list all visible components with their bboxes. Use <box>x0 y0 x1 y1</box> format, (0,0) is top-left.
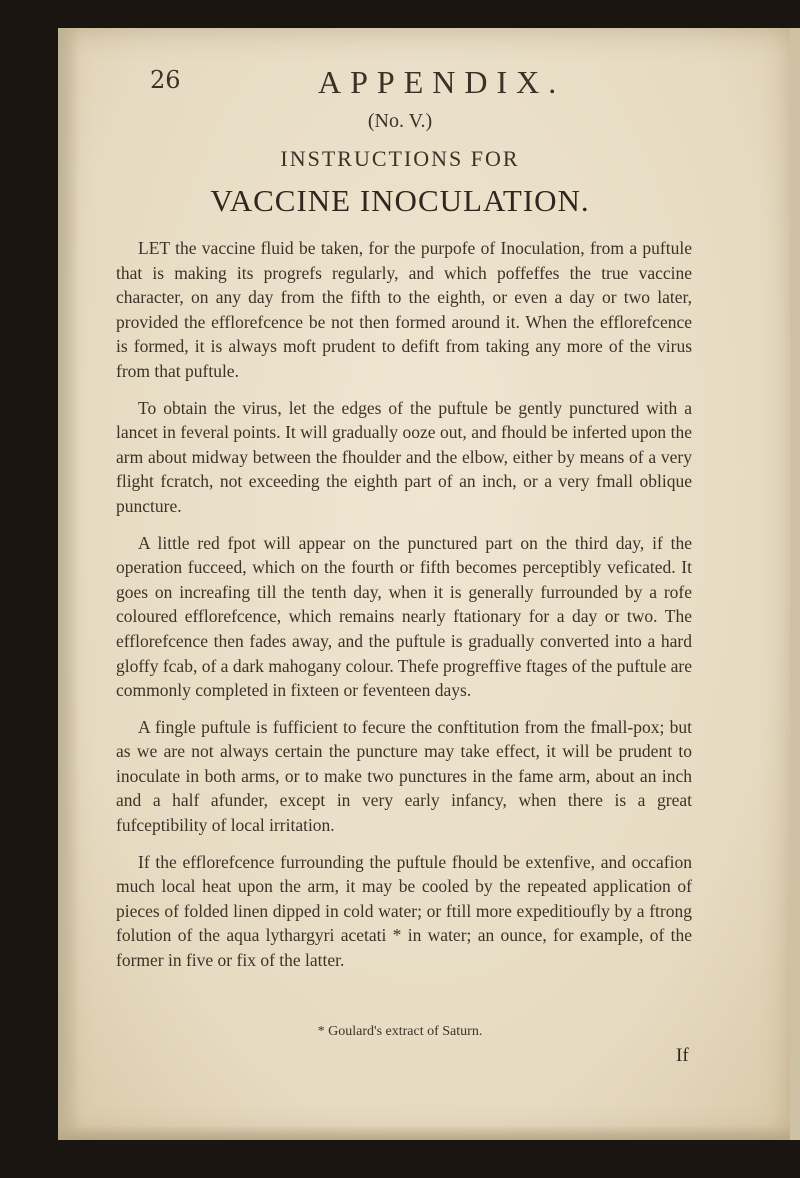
paragraph-1: LET the vaccine fluid be taken, for the purpofe of Inoculation, from a puftule that is making its progrefs regularly, and which poffeffes the true vaccine character, on any day from the fifth to the eighth, or even a day or two later, provided the efflorefcence be not then formed around it. When the efflorefcence is formed, it is always moft prudent to defift from taking any more of the virus from that puftule. <box>116 238 692 381</box>
page-number: 26 <box>150 66 181 94</box>
paragraph-4: A fingle puftule is fufficient to fecure the conftitution from the fmall-pox; but as we are not always certain the puncture may take effect, it will be prudent to inoculate in both arms, or to make two punctures in the fame arm, about an inch and a half afunder, except in very early infancy, when there is a great fufceptibility of local irritation. <box>116 716 692 836</box>
paragraph-5: If the efflorefcence furrounding the puftule fhould be extenfive, and occafion much local heat upon the arm, it may be cooled by the repeated application of pieces of folded linen dipped in cold water; or ftill more expeditioufly by a ftrong folution of the aqua lythargyri acetati * in water; an ounce, for example, of the former in five or fix of the latter. <box>116 851 692 971</box>
catchword: If <box>676 1045 689 1066</box>
title-line-1: INSTRUCTIONS FOR <box>280 146 520 171</box>
running-head: APPENDIX. <box>318 64 566 100</box>
document-number: (No. V.) <box>367 110 433 132</box>
body-text <box>116 236 692 973</box>
page-bottom-edge <box>58 1126 793 1140</box>
title-line-2: VACCINE INOCULATION. <box>210 183 590 218</box>
paragraph-2: To obtain the virus, let the edges of the puftule be gently punctured with a lancet in feveral points. It will gradually ooze out, and fhould be inferted upon the arm about midway between the fhoulder and the elbow, either by means of a very flight fcratch, not exceeding the eighth part of an inch, or a very fmall oblique puncture. <box>116 397 692 516</box>
paragraph-3: A little red fpot will appear on the punctured part on the third day, if the operation fucceed, which on the fourth or fifth becomes perceptibly veficated. It goes on increafing till the tenth day, when it is generally furrounded by a rofe coloured efflorefcence, which remains nearly ftationary for a day or two. The efflorefcence then fades away, and the puftule is gradually converted into a hard gloffy fcab, of a dark mahogany colour. Thefe progreffive ftages of the puftule are commonly completed in fixteen or feventeen days. <box>116 532 692 701</box>
footnote: * Goulard's extract of Saturn. <box>317 1024 483 1039</box>
